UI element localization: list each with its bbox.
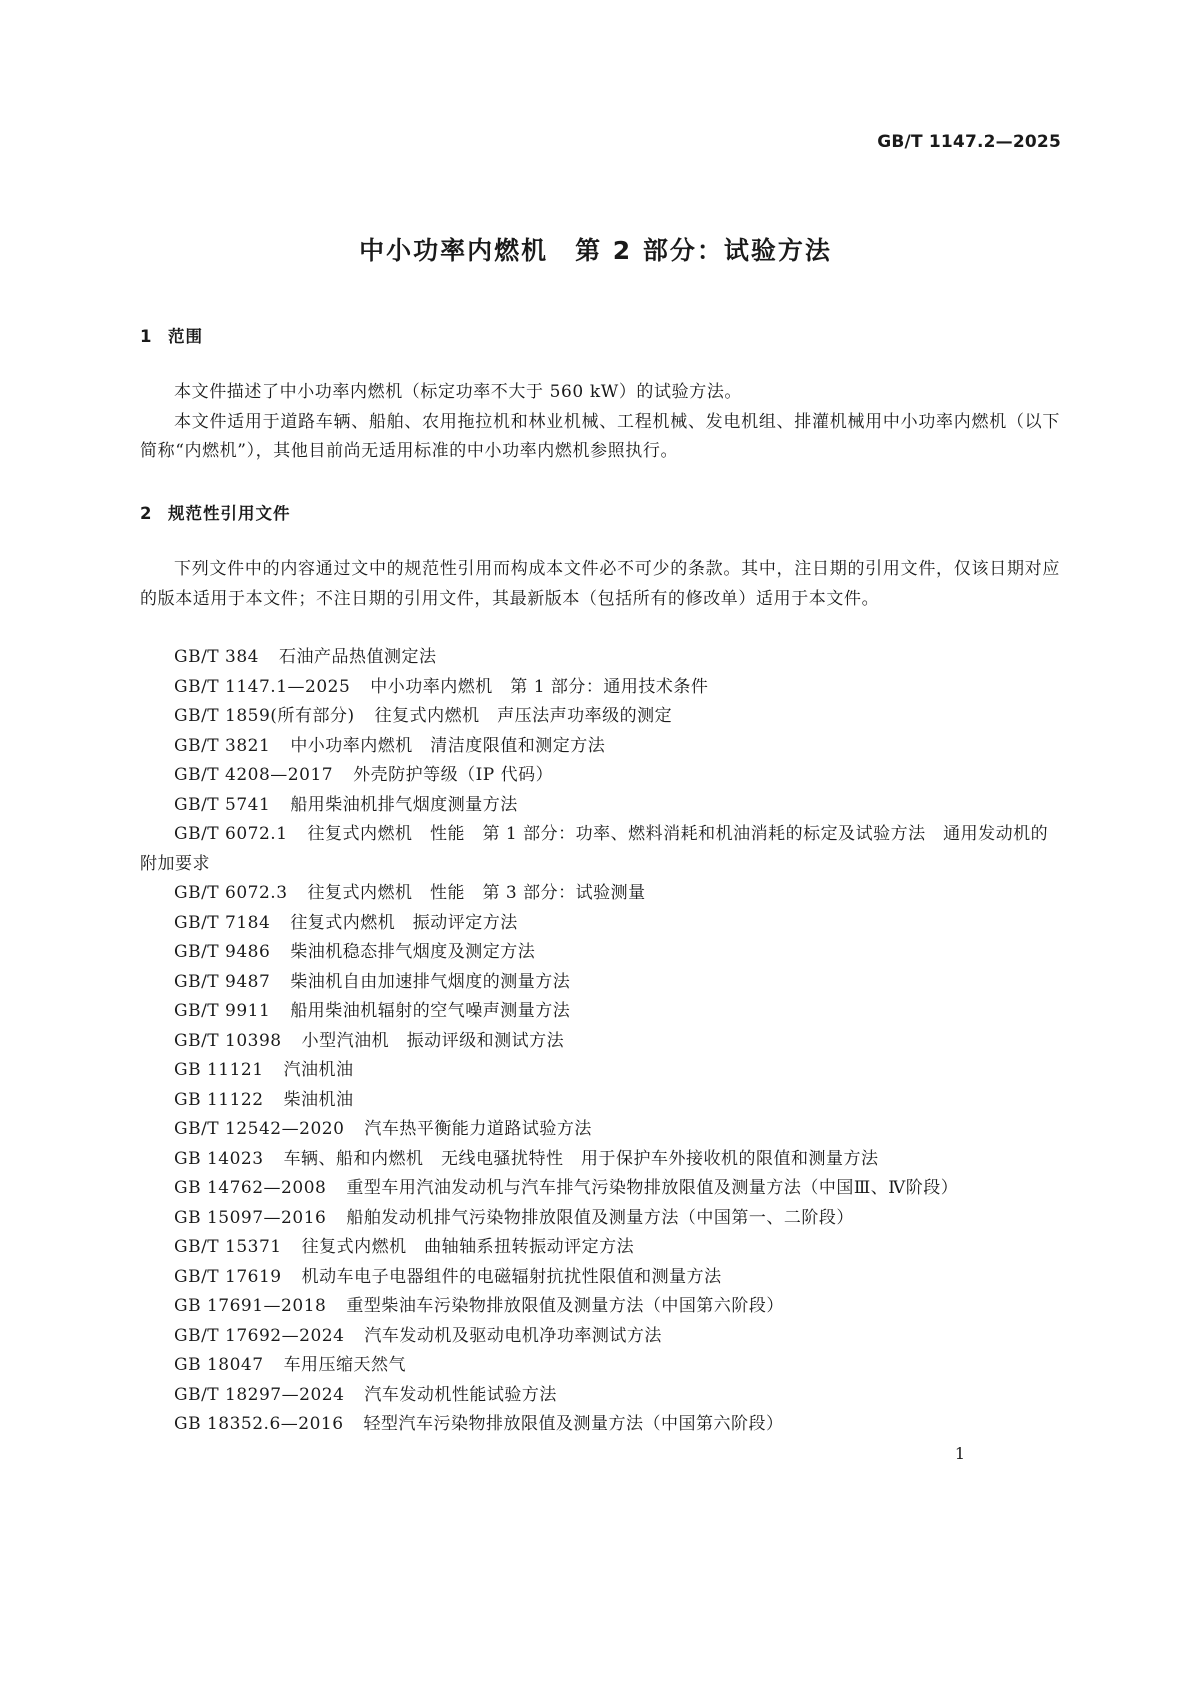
reference-item [140,761,1060,791]
reference-title: 重型柴油车污染物排放限值及测量方法（中国第六阶段） [346,1296,784,1316]
reference-item [140,1174,1060,1204]
reference-title: 中小功率内燃机 第 1 部分：通用技术条件 [370,676,709,697]
reference-item [140,1233,1060,1263]
reference-code: GB/T 7184 [174,912,271,933]
reference-code: GB/T 18297—2024 [174,1384,345,1405]
reference-title: 外壳防护等级（IP 代码） [353,765,554,785]
reference-code: GB 18047 [174,1355,264,1375]
reference-title: 柴油机油 [283,1089,354,1110]
reference-code: GB/T 6072.1 [174,824,288,844]
reference-code: GB/T 9911 [174,1001,271,1021]
reference-item [140,1351,1060,1381]
reference-title: 汽车发动机性能试验方法 [364,1384,557,1405]
reference-title: 汽车热平衡能力道路试验方法 [364,1119,592,1139]
reference-code: GB/T 6072.3 [174,883,288,903]
reference-title: 船舶发动机排气污染物排放限值及测量方法（中国第一、二阶段） [346,1207,854,1228]
reference-item [140,820,1060,879]
reference-item [140,1322,1060,1352]
reference-item [140,879,1060,909]
reference-code: GB/T 12542—2020 [174,1119,345,1139]
reference-title: 船用柴油机排气烟度测量方法 [290,794,518,815]
reference-item [140,909,1060,939]
section-2-intro-paragraph: 下列文件中的内容通过文中的规范性引用而构成本文件必不可少的条款。其中，注日期的引用文件，仅该日期对应的版本适用于本文件；不注日期的引用文件，其最新版本（包括所有的修改单）适用于本文件。 [140,559,1060,609]
reference-title: 往复式内燃机 性能 第 1 部分：功率、燃料消耗和机油消耗的标定及试验方法 通用发动机的附加要求 [140,824,1049,874]
reference-item [140,938,1060,968]
reference-item [140,1027,1060,1057]
reference-code: GB/T 10398 [174,1030,282,1051]
reference-title: 中小功率内燃机 清洁度限值和测定方法 [290,735,606,756]
reference-item [140,1145,1060,1175]
reference-code: GB/T 17692—2024 [174,1325,345,1346]
reference-item [140,702,1060,732]
reference-title: 往复式内燃机 曲轴轴系扭转振动评定方法 [301,1237,635,1257]
reference-item [140,1115,1060,1145]
reference-item [140,643,1060,673]
reference-title: 往复式内燃机 声压法声功率级的测定 [374,706,673,726]
reference-item [140,997,1060,1027]
section-1-number: 1 [140,327,153,346]
reference-title: 石油产品热值测定法 [279,647,437,667]
reference-item [140,1263,1060,1293]
reference-title: 柴油机稳态排气烟度及测定方法 [290,942,536,962]
section-2-heading [140,500,291,524]
reference-title: 往复式内燃机 性能 第 3 部分：试验测量 [307,883,646,903]
reference-code: GB 14762—2008 [174,1178,327,1198]
reference-code: GB/T 1859(所有部分) [174,706,355,726]
section-1-heading [140,323,203,347]
reference-title: 往复式内燃机 振动评定方法 [290,912,518,933]
reference-item [140,1204,1060,1234]
section-1-title: 范围 [168,327,203,346]
reference-code: GB/T 5741 [174,794,271,815]
reference-title: 重型车用汽油发动机与汽车排气污染物排放限值及测量方法（中国Ⅲ、Ⅳ阶段） [346,1178,959,1198]
reference-title: 汽油机油 [283,1060,354,1080]
reference-code: GB 11122 [174,1089,264,1110]
reference-title: 汽车发动机及驱动电机净功率测试方法 [364,1325,662,1346]
reference-code: GB 15097—2016 [174,1207,327,1228]
reference-item [140,673,1060,703]
document-title: 中小功率内燃机 第 2 部分：试验方法 [359,236,832,265]
section-1-paragraph: 本文件描述了中小功率内燃机（标定功率不大于 560 kW）的试验方法。 [174,382,743,402]
page-number: 1 [954,1444,965,1463]
reference-item [140,968,1060,998]
reference-item [140,791,1060,821]
reference-item [140,1381,1060,1411]
reference-code: GB/T 384 [174,647,259,667]
reference-code: GB/T 15371 [174,1237,282,1257]
reference-code: GB/T 9486 [174,942,271,962]
reference-item [140,1056,1060,1086]
reference-code: GB/T 3821 [174,735,271,756]
reference-title: 小型汽油机 振动评级和测试方法 [301,1030,565,1051]
reference-title: 机动车电子电器组件的电磁辐射抗扰性限值和测量方法 [301,1266,722,1287]
reference-title: 车用压缩天然气 [283,1355,407,1375]
section-1-body [140,378,1060,467]
reference-title: 轻型汽车污染物排放限值及测量方法（中国第六阶段） [363,1414,784,1434]
reference-code: GB 17691—2018 [174,1296,327,1316]
section-1-paragraph: 本文件适用于道路车辆、船舶、农用拖拉机和林业机械、工程机械、发电机组、排灌机械用中小功率内燃机（以下简称“内燃机”），其他目前尚无适用标准的中小功率内燃机参照执行。 [140,411,1060,461]
reference-item [140,732,1060,762]
reference-item [140,1086,1060,1116]
reference-item [140,1410,1060,1440]
reference-code: GB/T 17619 [174,1266,282,1287]
reference-code: GB/T 1147.1—2025 [174,676,351,697]
reference-code: GB/T 4208—2017 [174,765,334,785]
section-2-title: 规范性引用文件 [168,504,291,523]
reference-code: GB/T 9487 [174,971,271,992]
reference-list [140,643,1060,1440]
section-2-number: 2 [140,504,153,523]
reference-code: GB 14023 [174,1148,264,1169]
section-2-intro [140,555,1060,614]
reference-code: GB 11121 [174,1060,264,1080]
reference-code: GB 18352.6—2016 [174,1414,344,1434]
reference-title: 船用柴油机辐射的空气噪声测量方法 [290,1001,571,1021]
reference-title: 车辆、船和内燃机 无线电骚扰特性 用于保护车外接收机的限值和测量方法 [283,1148,879,1169]
reference-title: 柴油机自由加速排气烟度的测量方法 [290,971,571,992]
standard-code-header: GB/T 1147.2—2025 [877,132,1061,152]
reference-item [140,1292,1060,1322]
